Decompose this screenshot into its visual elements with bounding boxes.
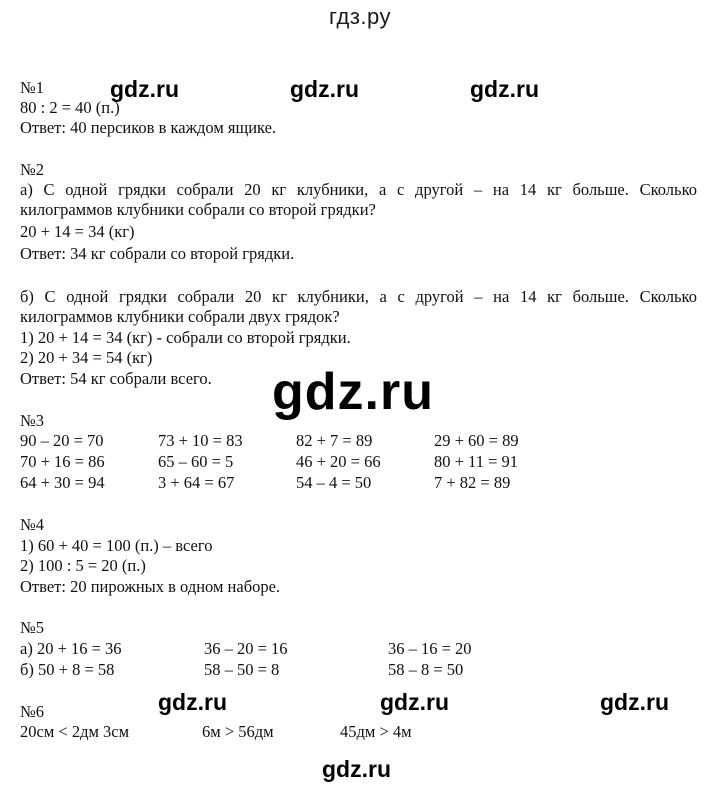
equation: 3 + 64 = 67 bbox=[158, 473, 235, 492]
task-2-title: №2 bbox=[20, 160, 44, 179]
equation: 46 + 20 = 66 bbox=[296, 452, 381, 471]
watermark: gdz.ru bbox=[380, 689, 449, 715]
watermark: gdz.ru bbox=[110, 76, 179, 102]
equation: 73 + 10 = 83 bbox=[158, 431, 243, 450]
watermark: gdz.ru bbox=[322, 756, 391, 782]
task-3-title: №3 bbox=[20, 411, 44, 430]
equation: 58 – 8 = 50 bbox=[388, 660, 464, 679]
task-4-step2: 2) 100 : 5 = 20 (п.) bbox=[20, 556, 146, 575]
equation: 64 + 30 = 94 bbox=[20, 473, 105, 492]
equation: 90 – 20 = 70 bbox=[20, 431, 104, 450]
equation: 54 – 4 = 50 bbox=[296, 473, 372, 492]
equation: б) 50 + 8 = 58 bbox=[20, 660, 115, 679]
task-2a-question-line1: а) С одной грядки собрали 20 кг клубники, а с другой – на 14 кг больше. Сколько bbox=[20, 180, 697, 199]
task-1-title: №1 bbox=[20, 78, 44, 97]
equation: 36 – 16 = 20 bbox=[388, 639, 472, 658]
equation: 29 + 60 = 89 bbox=[434, 431, 519, 450]
comparison: 6м > 56дм bbox=[202, 722, 274, 741]
equation: а) 20 + 16 = 36 bbox=[20, 639, 122, 658]
site-header: гдз.ру bbox=[328, 4, 392, 29]
watermark-large: gdz.ru bbox=[272, 363, 434, 421]
task-2b-question-line2: килограммов клубники собрали двух грядок? bbox=[20, 307, 340, 326]
equation: 70 + 16 = 86 bbox=[20, 452, 105, 471]
task-2a-solution: 20 + 14 = 34 (кг) bbox=[20, 222, 135, 241]
task-4-title: №4 bbox=[20, 515, 44, 534]
task-1-solution: 80 : 2 = 40 (п.) bbox=[20, 98, 120, 117]
comparison: 20см < 2дм 3см bbox=[20, 722, 130, 741]
task-4-answer: Ответ: 20 пирожных в одном наборе. bbox=[20, 577, 281, 596]
task-2b-step1: 1) 20 + 14 = 34 (кг) - собрали со второй грядки. bbox=[20, 328, 351, 347]
equation: 36 – 20 = 16 bbox=[204, 639, 288, 658]
equation: 65 – 60 = 5 bbox=[158, 452, 234, 471]
watermark: gdz.ru bbox=[600, 689, 669, 715]
task-2a-answer: Ответ: 34 кг собрали со второй грядки. bbox=[20, 244, 295, 263]
watermark: gdz.ru bbox=[158, 689, 227, 715]
equation: 7 + 82 = 89 bbox=[434, 473, 511, 492]
task-5-title: №5 bbox=[20, 618, 44, 637]
equation: 80 + 11 = 91 bbox=[434, 452, 518, 471]
watermark: gdz.ru bbox=[470, 76, 539, 102]
task-2b-question-line1: б) С одной грядки собрали 20 кг клубники, а с другой – на 14 кг больше. Сколько bbox=[20, 287, 697, 306]
task-2b-answer: Ответ: 54 кг собрали всего. bbox=[20, 369, 212, 388]
comparison: 45дм > 4м bbox=[340, 722, 412, 741]
task-6-title: №6 bbox=[20, 702, 44, 721]
task-2a-question-line2: килограммов клубники собрали со второй грядки? bbox=[20, 200, 376, 219]
equation: 58 – 50 = 8 bbox=[204, 660, 280, 679]
equation: 82 + 7 = 89 bbox=[296, 431, 373, 450]
task-4-step1: 1) 60 + 40 = 100 (п.) – всего bbox=[20, 536, 213, 555]
task-1-answer: Ответ: 40 персиков в каждом ящике. bbox=[20, 118, 277, 137]
task-2b-step2: 2) 20 + 34 = 54 (кг) bbox=[20, 348, 153, 367]
watermark: gdz.ru bbox=[290, 76, 359, 102]
